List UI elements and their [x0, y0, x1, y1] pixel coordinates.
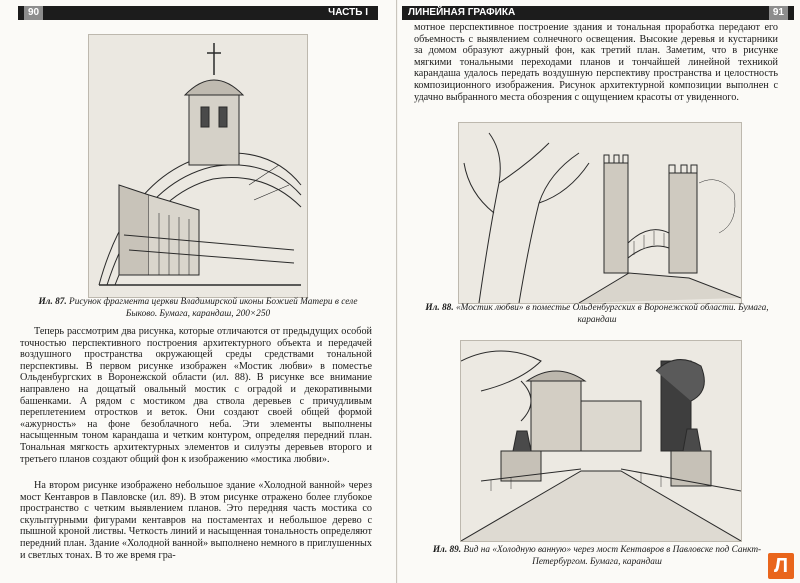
left-paragraph-2: На втором рисунке изображено небольшое здание «Холодной ванной» через мост Кентавров в Павловске (ил. 89). В этом рисунке отражено более глубокое пространство с четким выявлением планов. Это передняя часть мостика со скульптурными фигурами кентавров на постаментах и небольшое дерево с пышной кроной листвы. Четкость линий и насыщенная тональность определяют передний план. Здание «Холодной ванной» выполнено немного в приглушенных и светлых тонах. В то же время гра- [20, 480, 372, 561]
right-page-number: 91 [769, 6, 788, 20]
figure-88-caption [414, 302, 780, 326]
left-header-title: ЧАСТЬ I [328, 7, 368, 18]
figure-87-caption-text: Рисунок фрагмента церкви Владимирской иконы Божией Матери в селе Быково. Бумага, карандаш, 200×250 [69, 297, 358, 319]
right-running-header [402, 6, 794, 20]
figure-89-label: Ил. 89. [432, 545, 462, 555]
figure-88-label: Ил. 88. [425, 303, 454, 313]
left-page [0, 0, 397, 583]
left-running-header [18, 6, 378, 20]
figure-87-illustration [88, 34, 308, 298]
left-page-number: 90 [24, 6, 43, 20]
figure-87-label: Ил. 87. [38, 297, 67, 307]
figure-88-caption-text: «Мостик любви» в поместье Ольденбургских в Воронежской области. Бумага, карандаш [455, 303, 769, 325]
figure-88-illustration [458, 122, 742, 304]
figure-89-caption [414, 544, 780, 568]
figure-89-caption-text: Вид на «Холодную ванную» через мост Кентавров в Павловске под Санкт-Петербургом. Бумага, карандаш [463, 545, 762, 567]
right-page [398, 0, 800, 583]
figure-87-caption [22, 296, 374, 320]
left-paragraph-1: Теперь рассмотрим два рисунка, которые отличаются от предыдущих особой точностью перспективного построения архитектурного объекта и передачей воздушного пространства окружающей среды средствами тональной перспективы. В первом рисунке изображен «Мостик любви» в поместье Ольденбургских в Воронежской области (ил. 88). В рисунке все внимание направлено на дощатый овальный мостик с оградой и декоративными башенками. А рядом с мостиком два ствола деревьев с причудливым переплетением отростков и веток. Они создают своей общей формой «ажурность» на фоне безоблачного неба. Эти элементы выполнены насыщенным тоном карандаша и четким контуром, определяя передний план. Тональная мягкость архитектурных элементов и силуэты деревьев второго и третьего планов создают общий фон к изображению «мостика любви». [20, 326, 372, 465]
bridge-trees-drawing-icon [459, 123, 741, 303]
right-top-paragraph: мотное перспективное построение здания и тональная проработка передают его объемность с выявлением солнечного освещения. Высокие деревья и кустарники за домом образуют ажурный фон, как третий план. Заметим, что в рисунке мягкими тональными переходами планов и тончайшей линейной техникой карандаша удалось передать воздушную перспективу пространства и целостность композиционного изображения. Рисунок архитектурной композиции выполнен с удачно выбранного места обозрения с ощущением красоты от увиденного. [414, 22, 778, 103]
right-header-title: ЛИНЕЙНАЯ ГРАФИКА [408, 7, 516, 18]
church-drawing-icon [89, 35, 307, 297]
cold-bath-pavilion-drawing-icon [461, 341, 741, 541]
figure-89-illustration [460, 340, 742, 542]
publisher-logo-icon[interactable]: Л [768, 553, 794, 579]
